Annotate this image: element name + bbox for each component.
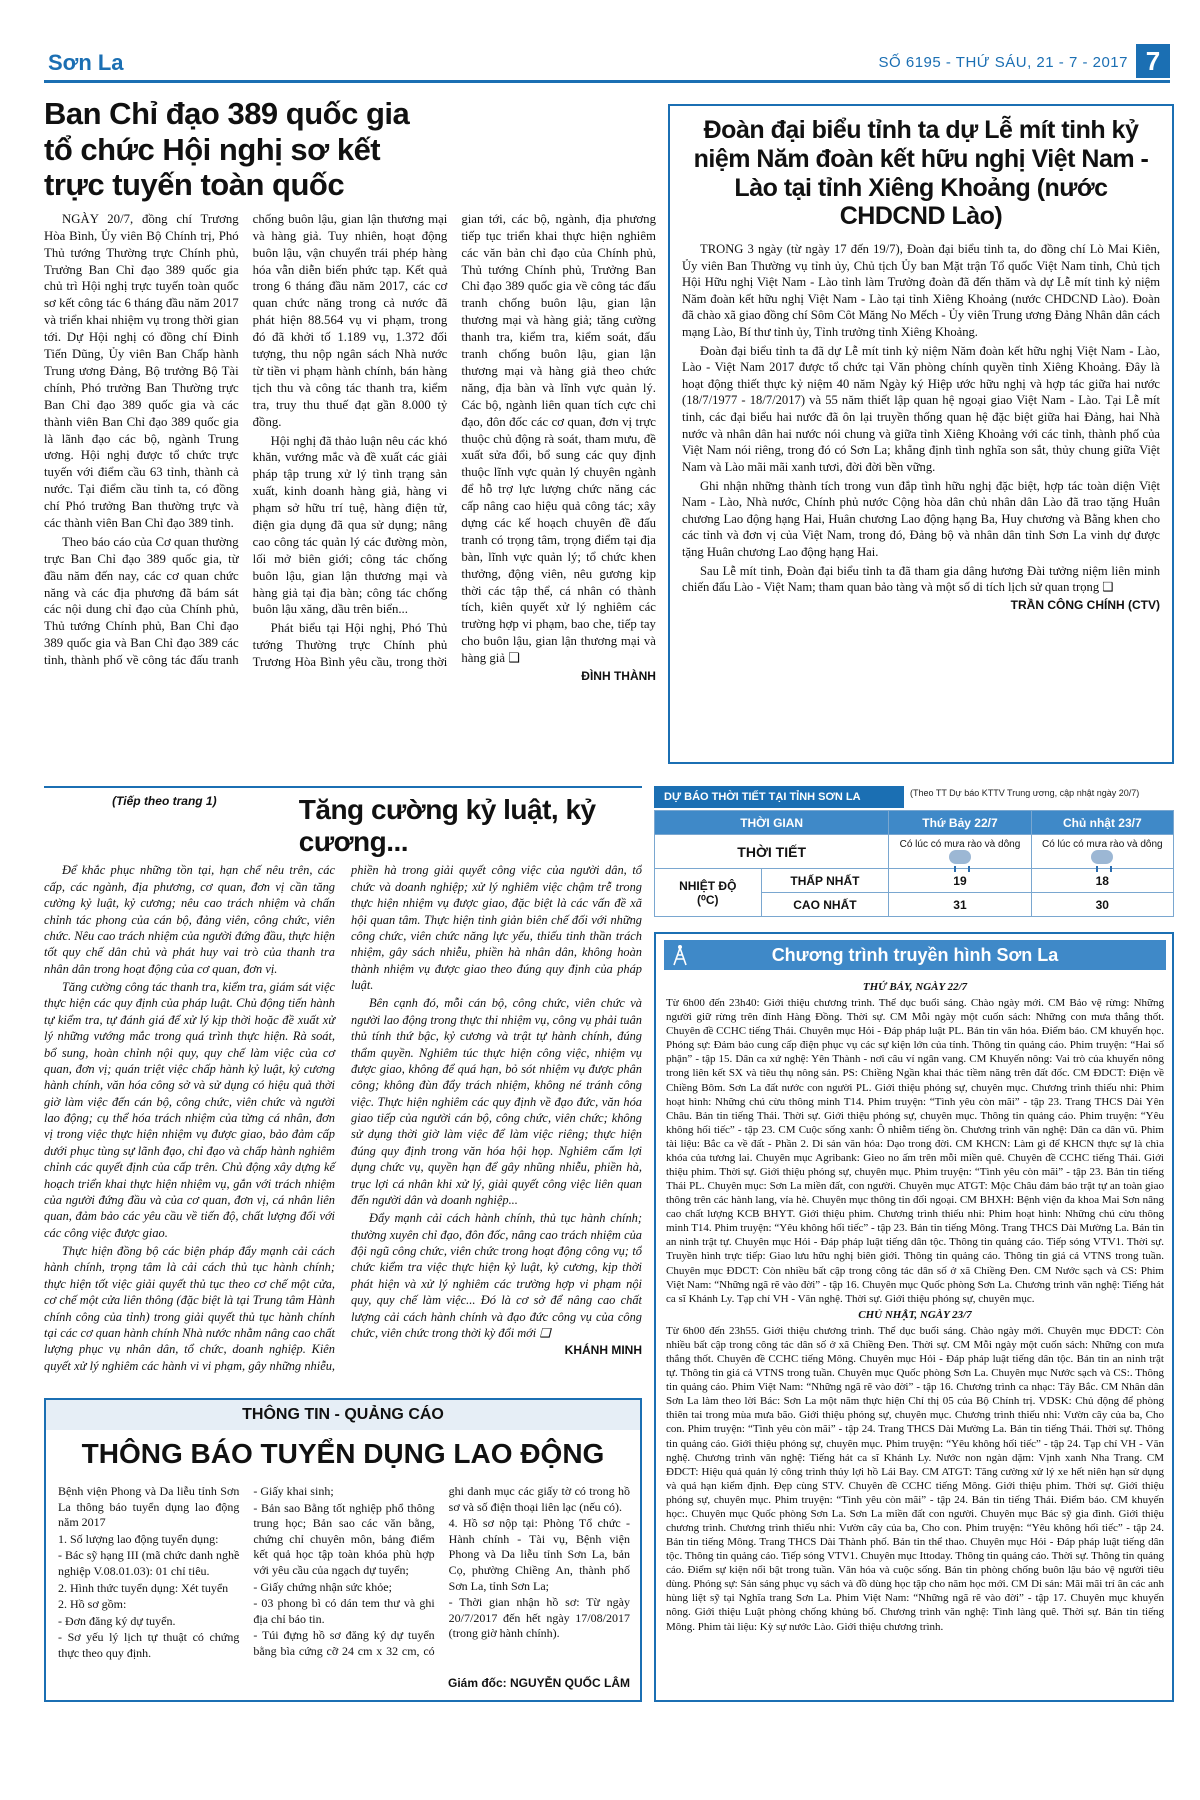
article-paragraph: Thực hiện đồng bộ các biện pháp đẩy mạnh cải cách hành chính, trọng tâm là cải cách thủ tục hành chính; thực hiện tốt việc giải quyết thủ tục theo cơ chế một cửa, cơ chế một cửa liên thông (đặc biệt là tại Trung tâm Hành chính công của tỉnh) trong giải quyết thủ tục hành chính tại các cơ quan hành chính Nhà nước nhằm nâng cao chất lượng phục vụ nhân dân, tổ chức, doanh nghiệp. Kiên quyết xử lý nghiêm các hành vi vi phạm, gây những nhiễu, phiền hà trong giải quyết công việc của người dân, tổ chức và doanh nghiệp; xử lý nghiêm việc chậm trễ trong thực hiện nhiệm vụ được giao, đặc biệt là các vấn đề xã hội quan tâm. Thực hiện tinh giản biên chế đối với những công chức, viên chức năng lực yếu, thiếu tinh thần trách nhiệm, gây sách nhiễu, phiền hà nhân dân, không hoàn thành nhiệm vụ được giao theo đúng quy định của pháp luật. — [44, 863, 642, 1373]
tv-schedule-title: Chương trình truyền hình Sơn La — [664, 940, 1166, 970]
article-paragraph: Đẩy mạnh cải cách hành chính, thủ tục hành chính; thường xuyên chỉ đạo, đôn đốc, nâng cao trách nhiệm của đội ngũ công chức, viên chức trong hoạt động công vụ; tổ chức kiểm tra việc thực hiện kỷ luật, kỷ cương, kịp thời phát hiện và xử lý nghiêm các trường hợp vi phạm nội quy, quy chế làm việc... Đó là cơ sở để nâng cao chất lượng cải cách hành chính và đạo đức công vụ của công chức, viên chức trong thời kỳ đổi mới ❑ — [351, 1211, 642, 1340]
article-author: ĐÌNH THÀNH — [581, 668, 656, 683]
page-header — [44, 40, 1170, 80]
ad-line: - Túi đựng hồ sơ đăng ký dự tuyển bằng bìa cứng cỡ 24 cm x 32 cm, có ghi danh mục các giấy tờ có trong hồ sơ và số điện thoại liên lạc (nếu có). — [253, 1484, 630, 1658]
continued-note: (Tiếp theo trang 1) — [112, 794, 217, 808]
broadcast-tower-icon — [670, 944, 690, 966]
ad-body — [58, 1484, 630, 1696]
article-body — [44, 211, 656, 759]
ad-line: 4. Hồ sơ nộp tại: Phòng Tổ chức - Hành chính - Tài vụ, Bệnh viện Phong và Da liễu tỉnh Sơn La, bản Cọ, phường Chiềng An, thành phố Sơn La, tỉnh Sơn La; — [448, 1516, 630, 1593]
header-rule — [44, 80, 1170, 83]
article-headline[interactable]: Đoàn đại biểu tỉnh ta dự Lễ mít tinh kỷ niệm Năm đoàn kết hữu nghị Việt Nam - Lào tại tỉnh Xiêng Khoảng (nước CHDCND Lào) — [693, 116, 1149, 231]
weather-title: DỰ BÁO THỜI TIẾT TẠI TỈNH SƠN LA — [654, 786, 904, 808]
rain-cloud-icon — [949, 850, 971, 864]
article-paragraph: Ghi nhận những thành tích trong vun đắp tình hữu nghị đặc biệt, hợp tác toàn diện Việt Nam - Lào, Nhà nước, Chính phủ nước Cộng hòa dân chủ nhân dân Lào đã trao tặng Huân chương Lao động hạng Hai, Huân chương Lao động hạng Ba, Huy chương và Bằng khen cho các tỉnh và đơn vị của Việt Nam, trong đó, Đảng bộ và nhân dân tỉnh Sơn La vinh dự được tặng Huân chương Lao động hạng Hai. — [682, 478, 1160, 559]
ad-line: - Bác sỹ hạng III (mã chức danh nghề nghiệp V.08.01.03): 01 chỉ tiêu. — [58, 1548, 240, 1578]
article-headline[interactable]: Tăng cường kỷ luật, kỷ cương... — [298, 794, 596, 858]
weather-text: Có lúc có mưa rào và dông — [899, 839, 1021, 850]
page-number: 7 — [1136, 44, 1170, 78]
ad-line: - Đơn đăng ký dự tuyển. — [58, 1613, 176, 1628]
ad-line: 1. Số lượng lao động tuyển dụng: — [58, 1531, 219, 1546]
weather-table — [654, 810, 1174, 917]
tv-schedule — [654, 932, 1174, 1702]
weather-row-label: THỜI TIẾT — [655, 835, 889, 869]
issue-info: SỐ 6195 - THỨ SÁU, 21 - 7 - 2017 — [878, 54, 1128, 71]
article-paragraph: Để khắc phục những tồn tại, hạn chế nêu trên, các cấp, các ngành, địa phương, cơ quan, đơn vị cần tăng cường kỷ luật, kỷ cương; nêu cao trách nhiệm và chấn chỉnh tác phong của cán bộ, đảng viên, công chức, viên chức. Nêu cao trách nhiệm của người đứng đầu, thực hiện tốt quy chế dân chủ và phát huy vai trò của thanh tra nhân dân trong hoạt động của cơ quan, đơn vị. — [44, 863, 335, 976]
article-ban-chi-dao-389 — [44, 96, 656, 768]
section-name: Sơn La — [48, 50, 124, 75]
article-paragraph: Hội nghị đã thảo luận nêu các khó khăn, vướng mắc và đề xuất các giải pháp tập trung xử lý tình trạng sản xuất, kinh doanh hàng giả, hàng vi phạm sở hữu trí tuệ, hàng điện tử, điện gia dụng đã qua sử dụng; nâng cao công tác quản lý các đường mòn, lối mở biên giới; công tác chống buôn lậu, gian lận thương mại và hàng giả tại địa bàn; công tác chống buôn lậu xăng, dầu trên biển... — [252, 433, 448, 617]
weather-low-row — [655, 869, 1174, 893]
high-label: CAO NHẤT — [761, 893, 889, 917]
article-paragraph: NGÀY 20/7, đồng chí Trương Hòa Bình, Ủy viên Bộ Chính trị, Phó Thủ tướng Thường trực Chính phủ, Trưởng Ban Chỉ đạo 389 quốc gia chủ trì Hội nghị trực tuyến toàn quốc sơ kết công tác 6 tháng đầu năm 2017 và triển khai nhiệm vụ trong thời gian tới. Dự Hội nghị có đồng chí Đinh Tiến Dũng, Ủy viên Ban Chấp hành Trung ương Đảng, Bộ trưởng Bộ Tài chính, Phó trưởng Ban Thường trực Ban Chỉ đạo 389 quốc gia và các thành viên Ban Chỉ đạo 389 quốc gia là lãnh đạo các bộ, ngành Trung ương. Hội nghị được tổ chức trực tuyến với điểm cầu 63 tỉnh, thành cả nước. Tại điểm cầu tỉnh ta, có đồng chí Phó trưởng Ban thường trực và các thành viên Ban Chỉ đạo 389 tỉnh. — [44, 211, 239, 530]
article-body — [44, 862, 642, 1386]
tv-day-heading: THỨ BẢY, NGÀY 22/7 — [862, 981, 968, 993]
tv-day-heading: CHỦ NHẬT, NGÀY 23/7 — [858, 1308, 972, 1321]
article-author: KHÁNH MINH — [564, 1343, 642, 1358]
ad-line: - 03 phong bì có dán tem thư và ghi địa chỉ báo tin. — [253, 1596, 435, 1626]
recruitment-ad — [44, 1398, 642, 1702]
article-paragraph: Phát biểu tại Hội nghị, Phó Thủ tướng Thường trực Chính phủ Trương Hòa Bình yêu cầu, trong thời gian tới, các bộ, ngành, địa phương tiếp tục triển khai thực hiện nghiêm các văn bản chỉ đạo của Chính phủ, Thủ tướng Chính phủ, Trưởng Ban Chỉ đạo 389 quốc gia về công tác đấu tranh chống buôn lậu, gian lận thương mại và hàng giả; tăng cường thanh tra, kiểm tra, kiểm soát, đấu tranh chống buôn lậu, gian lận thương mại và hàng giả theo chức năng, địa bàn và lĩnh vực quản lý. Các bộ, ngành liên quan tích cực chỉ đạo, đôn đốc các cơ quan, đơn vị trực thuộc chủ động rà soát, tham mưu, đề xuất sửa đổi, bổ sung các quy định thuộc lĩnh vực quản lý chuyên ngành để hỗ trợ lực lượng chức năng các cấp nâng cao hiệu quả công tác; xây dựng các kế hoạch chuyên đề đấu tranh có trọng tâm, trọng điểm tại địa bàn, lĩnh vực quản lý; tổ chức khen thưởng, động viên, nêu gương kịp thời các tập thể, cá nhân có thành tích, kiên quyết xử lý nghiêm các trường hợp vi phạm, bao che, tiếp tay cho buôn lậu, gian lận thương mại và hàng giả ❑ — [252, 211, 656, 670]
article-doan-dai-bieu — [668, 104, 1174, 764]
tv-day-listing: Từ 6h00 đến 23h40: Giới thiệu chương trình. Thể dục buổi sáng. Chào ngày mới. CM Bảo vệ rừng: Những người giữ rừng trên đỉnh Hàng Đồng. Thời sự. CM Mỗi ngày một cuốn sách: Những con mưa thắng thốt. Chuyên đề CCHC tiếng Thái. Chuyên mục Hỏi - Đáp pháp luật PL. Bản tin văn hóa. Điểm báo. CM khuyến học. Phóng sự: Đảm bảo cung cấp điện phục vụ các sự kiện lớn của tỉnh. Thông tin quảng cáo. Phim truyện: “Hai số phận” - tập 15. Dân ca xứ nghệ: Yên Thành - nơi câu ví ngân vang. CM Khuyến nông: Vai trò của khuyến nông trong liên kết SX và tiêu thụ nông sản. PS: Chiềng Ngần khai thác tiềm năng trên đất đốc. CM ĐDCT: Điện về Chiềng Bôm. Sơn La đất nước con người PL. Giới thiệu phóng sự, chuyên mục. Chương trình thiếu nhi: Phim hoạt hình: Những chú cừu thông minh T14. Phim truyện: “Tình yêu còn mãi” - tập 23. Trang THCS Dài Yên Châu. Bản tin tiếng Thái. Thời sự. Giới thiệu phóng sự, chuyên mục. Thông tin quảng cáo. Phim truyện: “Yêu không hối tiếc” - tập 23. CM Cuộc sống xanh: Ô nhiễm tiếng ồn. Chương trình văn nghệ: Dân ca dân vũ. Phim tài liệu: Bắc ca về đất - Phần 2. Di sản văn hóa: Dạo trong đời. CM KHCN: Làm gì để KHCN thực sự là chìa khóa của tương lai. Chuyên mục Agribank: Gieo no ấm trên mỗi miền quê. Chuyên đề CCHC tiếng Thái. Giới thiệu phim. Thời sự. Giới thiệu phóng sự, chuyên mục. Phim truyện: “Tình yêu còn mãi” - tập 23. Bản tin tiếng Thái PL. Chuyên mục: Sơn La miền đất, con người. Chuyên mục ATGT: Mộc Châu đảm bảo trật tự an toàn giao thông trên các hành lang, vỉa hè. Chuyên mục thông tin đối ngoại. CM BHXH: Bệnh viện đa khoa Mai Sơn nâng cao chất lượng KCB BHYT. Giới thiệu phim. Chương trình thiếu nhi: Phim hoạt hình: Những chú cừu thông minh T14. Phim truyện: “Yêu không hối tiếc” - tập 23. Bản tin tiếng Mông. Trang THCS Dài Mường La. Bản tin an ninh trật tự. Chuyên mục Hỏi - Đáp pháp luật tiếng dân tộc. Thông tin quảng cáo. Tiếp sóng VTV1. Thời sự. Truyền hình trực tiếp: Giao lưu hữu nghị biên giới. Thông tin quảng cáo. Thông tin giá cả VTNS trong tuần. Chuyên mục ĐDCT: Còn nhiều bất cập trong công tác dân số ở xã Chiềng Đen. CM Nước sạch và CS: Phim Việt Nam: “Những ngã rẽ vào đời” - tập 16. Chuyên mục Quốc phòng Sơn La. Chương trình văn nghệ: Tiếng hát ca sĩ Khánh Ly. Tạp chí VH - Văn nghệ. Thời sự. Giới thiệu phóng sự, chuyên mục. — [666, 997, 1164, 1305]
temperature-label — [655, 869, 762, 917]
ad-line: - Thời gian nhận hồ sơ: Từ ngày 20/7/2017 đến hết ngày 17/08/2017 (trong giờ hành chính). — [448, 1595, 630, 1641]
ad-signature: Giám đốc: NGUYỄN QUỐC LÂM — [447, 1676, 630, 1690]
ad-line: - Giấy khai sinh; — [253, 1484, 334, 1498]
low-label: THẤP NHẤT — [761, 869, 889, 893]
temperature-title: NHIỆT ĐỘ — [679, 878, 737, 893]
ad-line: 2. Hồ sơ gồm: — [58, 1597, 127, 1612]
tv-schedule-body — [666, 978, 1164, 1696]
temperature-unit: (⁰C) — [697, 892, 719, 907]
weather-day1: Thứ Bảy 22/7 — [889, 811, 1031, 835]
ad-line: - Sơ yếu lý lịch tự thuật có chứng thực theo quy định. — [58, 1630, 240, 1660]
weather-header-row — [655, 811, 1174, 835]
weather-text: Có lúc có mưa rào và dông — [1041, 839, 1163, 850]
weather-forecast — [654, 786, 1174, 916]
weather-source: (Theo TT Dự báo KTTV Trung ương, cập nhật ngày 20/7) — [910, 788, 1140, 798]
low-day1: 19 — [889, 869, 1031, 893]
article-paragraph: Bên cạnh đó, mỗi cán bộ, công chức, viên chức và người lao động trong thực thi nhiệm vụ, công vụ phải tuân thủ tính thứ bậc, kỷ cương và trật tự hành chính, đúng thẩm quyền. Nghiêm túc thực hiện công việc, nhiệm vụ được giao, không để quá hạn, bỏ sót nhiệm vụ được phân công; không đùn đẩy trách nhiệm, không né tránh công việc. Thực hiện nghiêm các quy định về đạo đức, văn hóa giao tiếp của người cán bộ, công chức, viên chức; không sử dụng thời giờ làm việc để làm việc riêng; thực hiện đúng quy định trong văn hóa hội họp. Nghiêm cấm lợi dụng chức vụ, quyền hạn để gây nhũng nhiễu, phiền hà, trục lợi cá nhân khi xử lý, giải quyết công việc liên quan đến người dân và doanh nghiệp... — [351, 996, 642, 1207]
article-paragraph: Đoàn đại biểu tỉnh ta đã dự Lễ mít tinh kỷ niệm Năm đoàn kết hữu nghị Việt Nam - Lào, Lào - Việt Nam 2017 được tổ chức tại Văn phòng chính quyền tỉnh Xiêng Khoảng. Đây là hoạt động thiết thực kỷ niệm 40 năm Ngày ký Hiệp ước hữu nghị và hợp tác giữa hai nước (18/7/1977 - 18/7/2017) và 55 năm thiết lập quan hệ ngoại giao Việt Nam - Lào. Tại Lễ mít tinh, các đại biểu hai nước đã ôn lại truyền thống quan hệ đặc biệt giữa hai Đảng, hai Nhà nước và nhân dân hai nước nói chung và giữa tỉnh Xiêng Khoảng với các tỉnh, thành phố của Việt Nam nói riêng, trong đó có Sơn La; khẳng định tình nghĩa son sắt, thủy chung giữa Việt Nam và Lào mãi mãi xanh tươi, đời đời bền vững. — [682, 343, 1160, 474]
ad-line: Bệnh viện Phong và Da liễu tỉnh Sơn La thông báo tuyển dụng lao động năm 2017 — [58, 1484, 240, 1530]
article-tang-cuong-ky-luat — [44, 786, 642, 1386]
article-body — [682, 241, 1160, 614]
article-paragraph: Sau Lễ mít tinh, Đoàn đại biểu tỉnh ta đã tham gia dâng hương Đài tưởng niệm liên minh chiến đấu Lào - Việt Nam; tham quan bảo tàng và một số di tích lịch sử quan trọng ❑ — [682, 563, 1160, 595]
weather-condition-day1 — [889, 835, 1031, 869]
ad-line: 2. Hình thức tuyển dụng: Xét tuyển — [58, 1580, 229, 1595]
weather-day2: Chủ nhật 23/7 — [1031, 811, 1173, 835]
high-day1: 31 — [889, 893, 1031, 917]
article-paragraph: Theo báo cáo của Cơ quan thường trực Ban Chỉ đạo 389 quốc gia, từ đầu năm đến nay, các cơ quan chức năng và các địa phương đã bám sát các nội dung chỉ đạo của Chính phủ, Thủ tướng Chính phủ, Ban Chỉ đạo 389 quốc gia và Ban Chỉ đạo 389 các tỉnh, thành phố về công tác đấu tranh chống buôn lậu, gian lận thương mại và hàng giả. Tuy nhiên, hoạt động buôn lậu, vận chuyển trái phép hàng hóa vẫn diễn biến phức tạp. Kết quả trong 6 tháng đầu năm 2017, các cơ quan chức năng trong cả nước đã phát hiện 88.564 vụ vi phạm, trong đó đã khởi tố 1.189 vụ, 1.372 đối tượng, thu nộp ngân sách Nhà nước từ tiền vi phạm hành chính, bán hàng tịch thu và công tác thanh tra, kiểm tra, truy thu thuế đạt gần 8.000 tỷ đồng. — [44, 211, 448, 668]
low-day2: 18 — [1031, 869, 1173, 893]
article-paragraph: TRONG 3 ngày (từ ngày 17 đến 19/7), Đoàn đại biểu tỉnh ta, do đồng chí Lò Mai Kiên, Ủy viên Ban Thường vụ tỉnh ủy, Chủ tịch Ủy ban Mặt trận Tổ quốc Việt Nam tỉnh, Chủ tịch Hội Hữu nghị Việt Nam - Lào tỉnh làm Trưởng đoàn đã đến thăm và dự Lễ mít tinh kỷ niệm Năm đoàn kết hữu nghị Việt Nam - Lào tại tỉnh Xiêng Khoảng (nước CHDCND Lào). Đoàn đã chào xã giao đồng chí Sôm Côt Măng No Mếch - Ủy viên Trung ương Đảng Nhân dân cách mạng Lào, Bí thư tỉnh ủy, Tỉnh trưởng tỉnh Xiêng Khoảng. — [682, 242, 1160, 340]
tv-day-listing: Từ 6h00 đến 23h55. Giới thiệu chương trình. Thể dục buổi sáng. Chào ngày mới. Chuyên mục ĐDCT: Còn nhiều bất cập trong công tác dân số ở xã Chiềng Đen. Thời sự. CM Mỗi ngày một cuốn sách: Những con mưa thắng thốt. Chuyên đề CCHC tiếng Mông. Chuyên mục Hỏi - Đáp pháp luật tiếng dân tộc. Bản tin an ninh trật tự. Thông tin giá cả VTNS trong tuần. Chuyên mục Quốc phòng Sơn La. Chuyên mục Nước sạch và CS:. Thông tin quảng cáo. Phim Việt Nam: “Những ngã rẽ vào đời” - tập 16. Chương trình ca nhạc: Tây Bắc. CM Nhân dân Sơn La làm theo lời Bác: Sơn La một năm thực hiện Chỉ thị 05 của Bộ Chính trị. VDSK: Chủ động để phòng thiên tai trong mùa mưa bão. Giới thiệu phóng sự, chuyên mục. Chương trình thiếu nhi: Vườn cây của ba, Cho con. Phim truyện: “Tình yêu còn mãi” - tập 24. Trang THCS Dài Mường La. Bản tin tiếng Thái. Thời sự. Thông tin quảng cáo. Giới thiệu phóng sự, chuyên mục. Phim truyện: “Yêu không hối tiếc” - tập 24. Tạp chí VH - Văn nghệ. Chương trình văn nghệ: Tiếng hát ca sĩ Khánh Ly. Nước non ngàn dặm: Vịnh xanh Nha Trang. CM ĐDCT: Hiệu quả quản lý công trình thủy lợi hồ Lái Bay. CM ATGT: Tăng cường xử lý xe hết niên hạn sử dụng và quá hạn kiểm định. Đẹp cùng STV. Chuyên đề CCHC tiếng Mông. Giới thiệu phim. Thời sự. Giới thiệu phóng sự, chuyên mục. Phim truyện: “Tình yêu còn mãi” - tập 24. Bản tin tiếng Thái. Điểm báo. CM khuyến học:. Chuyên mục Quốc phòng Sơn La. Sơn La miền đất con người. Chuyên mục Bác sỹ gia đình. Giới thiệu chương trình. Chương trình thiếu nhi: Vườn cây của ba, Cho con. Phim truyện: “Yêu không hối tiếc” - tập 24. Bản tin tiếng Mông. Trang THCS Dài Thành phố. Bản tin thể thao. Chuyên mục Hỏi - Đáp pháp luật tiếng dân tộc. Thông tin quảng cáo. Tiếp sóng VTV1. Chuyên mục Ittoday. Thông tin quảng cáo. Thời sự. Thông tin quảng cáo. Điểm sự kiện nổi bật trong tuần. Văn hóa và cuộc sống. Bản tin phòng chống buôn lậu bảo vệ người tiêu dùng. Phóng sự: Sản sáng phục vụ sách và đồ dùng học tập cho năm học mới. CM Di sản: Mãi mãi trí ân các anh hùng liệt sỹ tại Nghĩa trang Sơn La. Phim Việt Nam: “Những ngã rẽ vào đời” - tập 17. Chuyên mục khuyến nông. Giới thiệu Luật phòng chống khủng bố. Chương trình văn nghệ: Tình làng quê. Thời sự. Bản tin tiếng Mông. Phim tài liệu: Kỳ sự nước Lào. Giới thiệu chương trình. — [666, 1324, 1164, 1633]
ad-line: - Bản sao Bằng tốt nghiệp phổ thông trung học; Bản sao các văn bằng, chứng chỉ chuyên môn, bảng điểm kết quả học tập toàn khóa phù hợp với yêu cầu của ngạch dự tuyển; — [253, 1500, 435, 1577]
ad-title: THÔNG BÁO TUYỂN DỤNG LAO ĐỘNG — [81, 1438, 605, 1469]
ad-line: - Giấy chứng nhận sức khỏe; — [253, 1579, 392, 1594]
article-headline[interactable]: Ban Chỉ đạo 389 quốc gia tổ chức Hội nghị sơ kết trực tuyến toàn quốc — [44, 96, 410, 203]
weather-condition-row — [655, 835, 1174, 869]
ad-section-label: THÔNG TIN - QUẢNG CÁO — [46, 1400, 640, 1430]
article-paragraph: Tăng cường công tác thanh tra, kiểm tra, giám sát việc thực hiện các quy định của pháp luật. Chủ động tiến hành tự kiểm tra, tự đánh giá để xử lý kịp thời hoặc đề xuất xử lý những vướng mắc trong quá trình thực hiện. Rà soát, bổ sung, hoàn chỉnh nội quy, quy chế làm việc của cơ quan, đơn vị; quán triệt việc chấp hành kỷ luật, kỷ cương hành chính, văn hóa công sở và sử dụng có hiệu quả thời giờ làm việc đến cán bộ, công chức, viên chức và người lao động; cụ thể hóa trách nhiệm của từng cá nhân, đơn vị trong việc thực hiện nhiệm vụ được giao, bảo đảm cấp dưới phục tùng sự lãnh đạo, chỉ đạo và chấp hành nghiêm chỉnh các quyết định của cấp trên. Chủ động xây dựng kế hoạch triển khai thực hiện nhiệm vụ, gắn với trách nhiệm của người đứng đầu và của cơ quan, đơn vị, cá nhân liên quan, đảm bảo các yêu cầu về tiến độ, chất lượng đối với các công việc được giao. — [44, 980, 335, 1240]
article-author: TRẦN CÔNG CHÍNH (CTV) — [1010, 597, 1160, 612]
weather-condition-day2 — [1031, 835, 1173, 869]
weather-col-time: THỜI GIAN — [655, 811, 889, 835]
rain-cloud-icon — [1091, 850, 1113, 864]
high-day2: 30 — [1031, 893, 1173, 917]
